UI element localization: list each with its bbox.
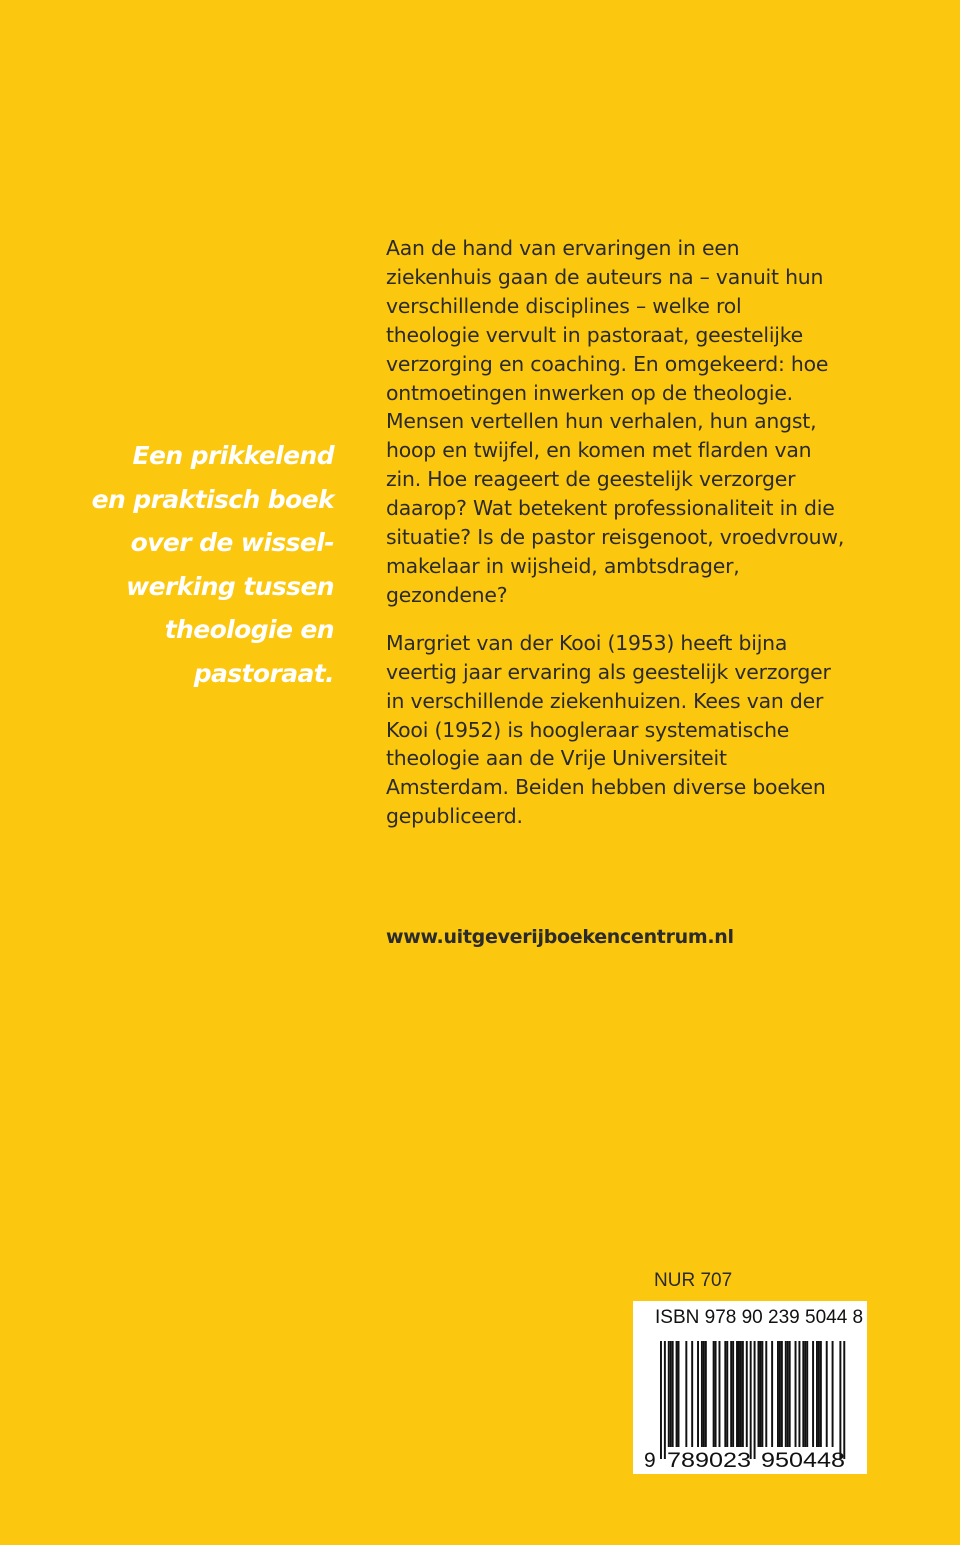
barcode-bar <box>724 1341 726 1447</box>
barcode-bar <box>697 1341 699 1447</box>
barcode-bar <box>740 1341 742 1447</box>
quote-line: en praktisch boek <box>91 484 334 514</box>
barcode-bar <box>750 1341 752 1459</box>
barcode-bar <box>802 1341 804 1447</box>
description-line: makelaar in wijsheid, ambtsdrager, <box>386 553 740 578</box>
barcode-bar <box>759 1341 761 1447</box>
barcode-bar <box>672 1341 674 1447</box>
barcode-bar <box>732 1341 734 1447</box>
nur-code: NUR 707 <box>654 1270 733 1291</box>
quote-line: Een prikkelend <box>132 441 334 470</box>
author-paragraph <box>386 629 896 831</box>
isbn-number: ISBN 978 90 239 5044 8 <box>655 1307 864 1328</box>
barcode-bar <box>746 1341 748 1447</box>
barcode-digit-first: 9 <box>644 1449 656 1472</box>
barcode-bar <box>701 1341 703 1447</box>
description-line: zin. Hoe reageert de geestelijk verzorger <box>386 467 796 492</box>
barcode-bar <box>765 1341 767 1447</box>
barcode-bar <box>812 1341 814 1447</box>
description-line: ontmoetingen inwerken op de theologie. <box>386 380 793 405</box>
publisher-website[interactable]: www.uitgeverijboekencentrum.nl <box>386 926 734 948</box>
barcode-bar <box>738 1341 740 1447</box>
cover-quote <box>60 434 334 695</box>
barcode-bar <box>785 1341 787 1447</box>
author-line: theologie aan de Vrije Universiteit <box>386 746 727 771</box>
author-line: Amsterdam. Beiden hebben diverse boeken <box>386 775 826 800</box>
barcode-bar <box>779 1341 781 1447</box>
barcode-bar <box>806 1341 808 1447</box>
barcode-bar <box>795 1341 797 1447</box>
barcode-bar <box>787 1341 789 1447</box>
barcode-bar <box>678 1341 680 1447</box>
author-line: Kooi (1952) is hoogleraar systematische <box>386 717 790 742</box>
barcode-bar <box>816 1341 818 1447</box>
quote-line: werking tussen <box>126 571 334 601</box>
quote-line: theologie en <box>164 615 334 644</box>
barcode-bar <box>685 1341 687 1447</box>
author-line: veertig jaar ervaring als geestelijk verzorger <box>386 659 831 684</box>
barcode-bar <box>777 1341 779 1447</box>
barcode-bar <box>789 1341 791 1447</box>
description-line: Aan de hand van ervaringen in een <box>386 236 740 260</box>
barcode <box>633 1301 867 1474</box>
barcode-bar <box>715 1341 717 1447</box>
barcode-bar <box>771 1341 773 1447</box>
barcode-bar <box>691 1341 693 1447</box>
barcode-digits-right: 950448 <box>761 1449 845 1472</box>
barcode-bar <box>670 1341 672 1447</box>
barcode-bar <box>798 1341 800 1447</box>
barcode-bars <box>660 1341 845 1459</box>
barcode-bar <box>713 1341 715 1447</box>
barcode-bar <box>742 1341 744 1447</box>
description-line: verschillende disciplines – welke rol <box>386 293 742 318</box>
description-line: situatie? Is de pastor reisgenoot, vroedvrouw, <box>386 525 845 550</box>
barcode-bar <box>664 1341 666 1459</box>
description-line: gezondene? <box>386 582 508 607</box>
description-line: Mensen vertellen hun verhalen, hun angst, <box>386 409 817 434</box>
barcode-bar <box>660 1341 662 1459</box>
barcode-bar <box>826 1341 828 1447</box>
description-line: hoop en twijfel, en komen met flarden van <box>386 438 812 463</box>
author-line: gepubliceerd. <box>386 804 523 829</box>
author-line: Margriet van der Kooi (1953) heeft bijna <box>386 630 788 655</box>
barcode-bar <box>758 1341 760 1447</box>
description-paragraph <box>386 234 896 610</box>
description-line: theologie vervult in pastoraat, geestelijke <box>386 322 803 347</box>
barcode-bar <box>726 1341 728 1447</box>
barcode-bar <box>754 1341 756 1459</box>
barcode-bar <box>736 1341 738 1447</box>
barcode-bar <box>668 1341 670 1447</box>
barcode-bar <box>818 1341 820 1447</box>
barcode-bar <box>832 1341 834 1447</box>
barcode-bar <box>705 1341 707 1447</box>
quote-line: over de wissel- <box>130 528 334 557</box>
barcode-bar <box>730 1341 732 1447</box>
description-line: verzorging en coaching. En omgekeerd: hoe <box>386 351 829 376</box>
barcode-bar <box>703 1341 705 1447</box>
barcode-bar <box>843 1341 845 1459</box>
description-line: ziekenhuis gaan de auteurs na – vanuit hun <box>386 264 824 289</box>
barcode-bar <box>820 1341 822 1447</box>
barcode-bar <box>781 1341 783 1447</box>
description-line: daarop? Wat betekent professionaliteit in die <box>386 496 835 521</box>
barcode-bar <box>804 1341 806 1447</box>
book-description <box>386 234 896 831</box>
barcode-bar <box>719 1341 721 1447</box>
author-line: in verschillende ziekenhuizen. Kees van der <box>386 688 824 713</box>
barcode-bar <box>839 1341 841 1459</box>
barcode-bar <box>761 1341 763 1447</box>
barcode-bar <box>676 1341 678 1447</box>
quote-line: pastoraat. <box>193 658 334 688</box>
barcode-digits-left: 789023 <box>667 1449 751 1472</box>
